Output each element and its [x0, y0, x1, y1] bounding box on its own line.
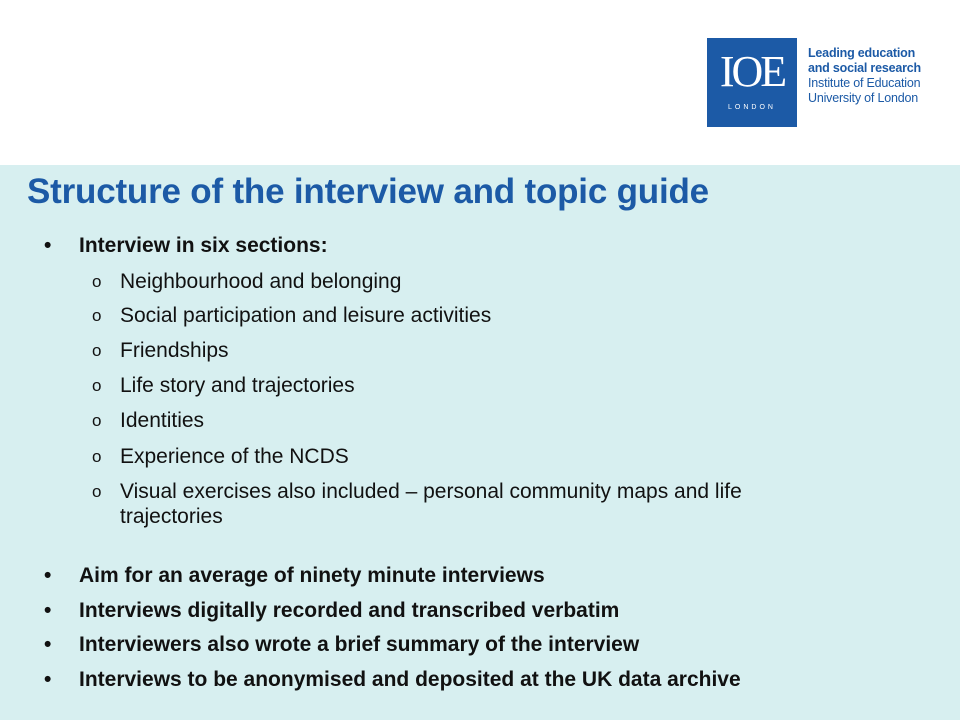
bullet-text: Interviews digitally recorded and transcribed verbatim — [79, 599, 620, 622]
sub-bullet-text: Social participation and leisure activities — [120, 304, 492, 327]
bullet-text: Aim for an average of ninety minute interviews — [79, 564, 545, 587]
tagline-line-3: Institute of Education — [808, 76, 921, 90]
logo-mark: IOE — [719, 47, 785, 96]
sub-bullet-text: Life story and trajectories — [120, 374, 355, 397]
sub-bullet-marker: o — [92, 447, 102, 466]
tagline-line-2: and social research — [808, 61, 921, 75]
sub-bullet-marker: o — [92, 306, 102, 325]
sub-bullet-marker: o — [92, 341, 102, 360]
tagline-line-1: Leading education — [808, 46, 916, 60]
sub-bullet-marker: o — [92, 411, 102, 430]
bullet-marker: • — [44, 564, 52, 587]
bullet-marker: • — [44, 599, 52, 622]
bullet-text: Interviewers also wrote a brief summary of the interview — [79, 633, 640, 656]
bullet-text: Interviews to be anonymised and deposited at the UK data archive — [79, 668, 741, 691]
sub-bullet-marker: o — [92, 482, 102, 501]
slide-title: Structure of the interview and topic guide — [27, 172, 709, 211]
logo-subtext: LONDON — [728, 104, 776, 111]
sub-bullet-text-line-2: trajectories — [120, 505, 223, 528]
tagline-line-4: University of London — [808, 91, 918, 105]
sub-bullet-text — [120, 479, 940, 529]
bullet-marker: • — [44, 668, 52, 691]
sub-bullet-marker: o — [92, 376, 102, 395]
sub-bullet-text-line-1: Visual exercises also included – personal community maps and life — [120, 480, 742, 503]
bullet-text: Interview in six sections: — [79, 234, 328, 257]
bullet-marker: • — [44, 234, 52, 257]
sub-bullet-text: Friendships — [120, 339, 229, 362]
sub-bullet-text: Neighbourhood and belonging — [120, 270, 402, 293]
sub-bullet-marker: o — [92, 272, 102, 291]
sub-bullet-text: Experience of the NCDS — [120, 445, 349, 468]
sub-bullet-text: Identities — [120, 409, 205, 432]
bullet-marker: • — [44, 633, 52, 656]
